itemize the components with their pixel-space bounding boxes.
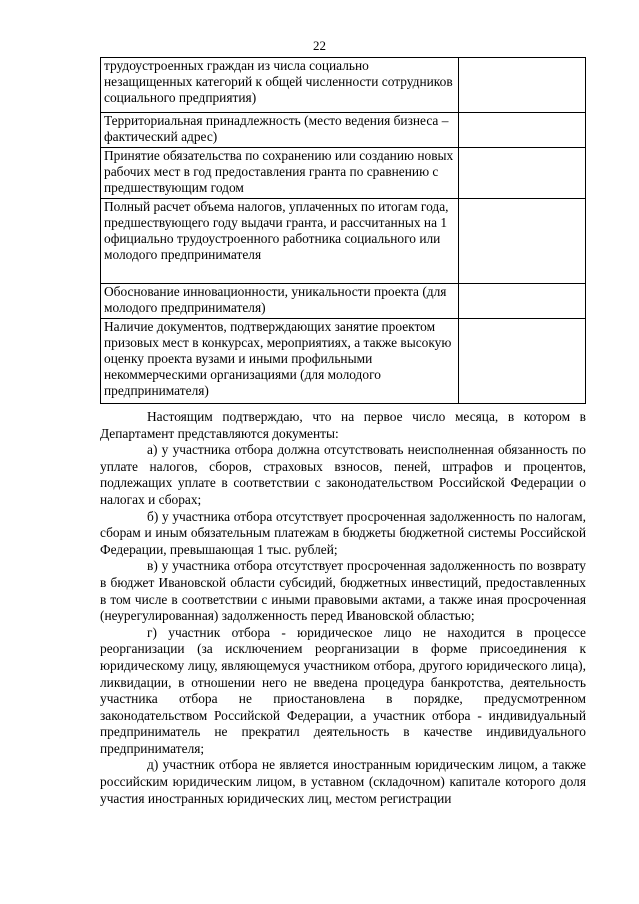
table-row [101, 284, 586, 319]
page-number: 22 [313, 38, 326, 53]
paragraph: Настоящим подтверждаю, что на первое число месяца, в котором в Департамент представляются документы: [100, 409, 586, 441]
criteria-table [100, 57, 586, 404]
criterion-cell: Обоснование инновационности, уникальности проекта (для молодого предпринимателя) [101, 284, 459, 319]
score-cell [459, 58, 586, 113]
score-cell [459, 319, 586, 404]
table-row [101, 319, 586, 404]
paragraph: б) у участника отбора отсутствует просроченная задолженность по налогам, сборам и иным обязательным платежам в бюджеты бюджетной системы Российской Федерации, превышающая 1 тыс. рублей; [100, 508, 586, 557]
table-row [101, 148, 586, 199]
criterion-cell: Принятие обязательства по сохранению или созданию новых рабочих мест в год предоставления гранта по сравнению с предшествующим годом [101, 148, 459, 199]
criterion-cell: Наличие документов, подтверждающих занятие проектом призовых мест в конкурсах, мероприятиях, а также высокую оценку проекта вузами и иными профильными некоммерческими организациями (для молодого предпринимателя) [101, 319, 459, 404]
table-row [101, 58, 586, 113]
score-cell [459, 148, 586, 199]
table-row [101, 113, 586, 148]
criterion-cell: Полный расчет объема налогов, уплаченных по итогам года, предшествующего году выдачи гранта, и рассчитанных на 1 официально трудоустроенного работника социального или молодого предпринимателя [101, 199, 459, 284]
score-cell [459, 113, 586, 148]
criterion-cell: трудоустроенных граждан из числа социально незащищенных категорий к общей численности сотрудников социального предприятия) [101, 58, 459, 113]
score-cell [459, 199, 586, 284]
paragraph: а) у участника отбора должна отсутствовать неисполненная обязанность по уплате налогов, сборов, страховых взносов, пеней, штрафов и процентов, подлежащих уплате в соответствии с законодательством Российской Федерации о налогах и сборах; [100, 442, 586, 507]
paragraph: г) участник отбора - юридическое лицо не находится в процессе реорганизации (за исключением реорганизации в форме присоединения к юридическому лицу, являющемуся участником отбора, другого юридического лица), ликвидации, в отношении него не введена процедура банкротства, деятельность участника отбора не приостановлена в порядке, предусмотренном законодательством Российской Федерации, а участник отбора - индивидуальный предприниматель не прекратил деятельность в качестве индивидуального предпринимателя; [100, 624, 586, 756]
paragraph: д) участник отбора не является иностранным юридическим лицом, а также российским юридическим лицом, в уставном (складочном) капитале которого доля участия иностранных юридических лиц, местом регистрации [100, 757, 586, 806]
criterion-cell: Территориальная принадлежность (место ведения бизнеса – фактический адрес) [101, 113, 459, 148]
table-row [101, 199, 586, 284]
score-cell [459, 284, 586, 319]
body-text [100, 409, 586, 807]
paragraph: в) у участника отбора отсутствует просроченная задолженность по возврату в бюджет Ивановской области субсидий, бюджетных инвестиций, предоставленных в том числе в соответствии с иными правовыми актами, а также иная просроченная (неурегулированная) задолженность перед Ивановской областью; [100, 558, 586, 624]
